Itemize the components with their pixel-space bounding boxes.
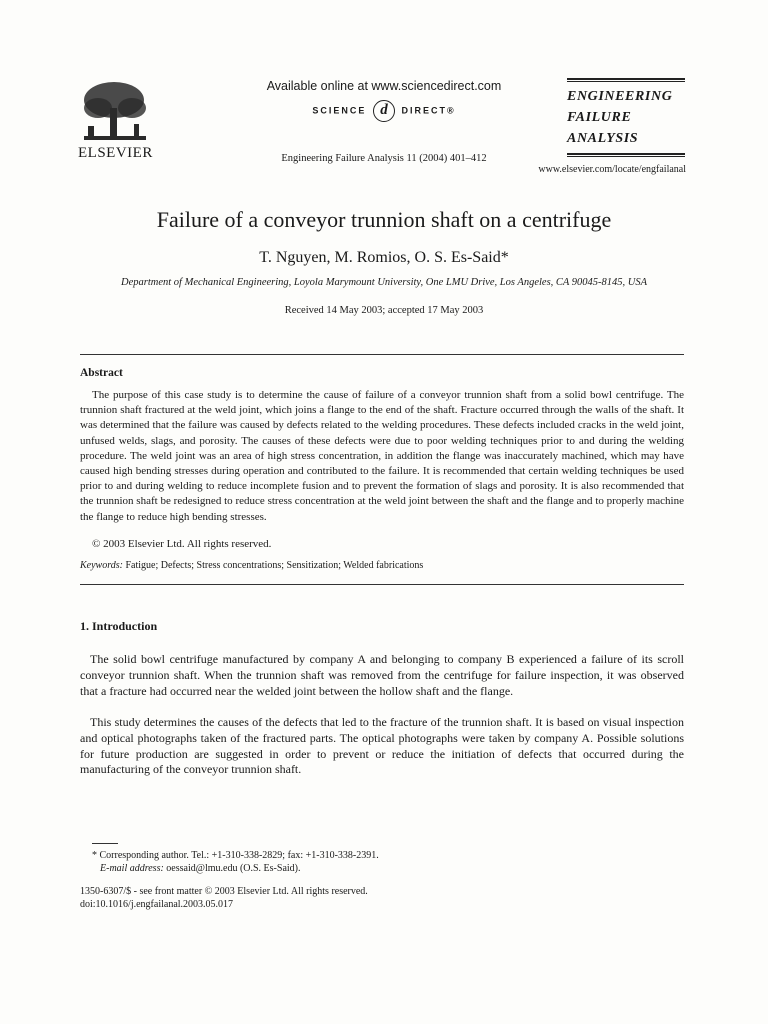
- footnote-doi[interactable]: doi:10.1016/j.engfailanal.2003.05.017: [80, 899, 234, 910]
- journal-reference: Engineering Failure Analysis 11 (2004) 401–412: [281, 153, 487, 164]
- journal-title-box: [567, 78, 685, 157]
- footnote-email: [100, 863, 301, 874]
- sciencedirect-right: DIRECT®: [401, 105, 456, 116]
- sciencedirect-at-icon: d: [373, 100, 395, 122]
- abstract-copyright: © 2003 Elsevier Ltd. All rights reserved.: [92, 538, 272, 550]
- journal-url[interactable]: www.elsevier.com/locate/engfailanal: [538, 164, 686, 175]
- footnote-issn: 1350-6307/$ - see front matter © 2003 Elsevier Ltd. All rights reserved.: [80, 886, 368, 897]
- author-affiliation: Department of Mechanical Engineering, Loyola Marymount University, One LMU Drive, Los Angeles, CA 90045-8145, USA: [121, 277, 647, 288]
- intro-paragraph-1: The solid bowl centrifuge manufactured by company A and belonging to company B experienced a failure of its scroll conveyor trunnion shaft. When the trunnion shaft was removed from the centrifuge for failure inspection, it was observed that a fracture had occurred near the welded joint between the hollow shaft and the flange.: [80, 652, 684, 698]
- footnote-email-label: E-mail address:: [100, 863, 164, 874]
- abstract-top-rule: [80, 354, 684, 355]
- keywords-list: Fatigue; Defects; Stress concentrations; Sensitization; Welded fabrications: [125, 560, 424, 571]
- abstract-text: The purpose of this case study is to determine the cause of failure of a conveyor trunnion shaft from a solid bowl centrifuge. The trunnion shaft fractured at the weld joint, which joins a flange to the end of the shaft. Fracture occurred through the walls of the shaft. It was determined that the failure was caused by defects related to the welding procedures. These defects included cracks in the weld joint, unfused welds, slags, and porosity. The causes of these defects were due to poor welding techniques prior to and during the welding procedure. The weld joint was an area of high stress concentration, in addition the flange was inaccurately machined, which may have caused high bending stresses during operation and contributed to the failure. It is recommended that certain welding techniques be used prior to and during welding to reduce incomplete fusion and to prevent the formation of slags and porosity. It is also recommended that the trunnion shaft be redesigned to reduce stress concentration at the weld joint between the shaft and the flange and to properly machine the flange to reduce high bending stresses.: [80, 389, 684, 523]
- available-online-text: Available online at www.sciencedirect.com: [266, 79, 502, 93]
- publisher-name: ELSEVIER: [78, 145, 153, 161]
- journal-title-line-3: ANALYSIS: [567, 131, 639, 146]
- journal-title-line-2: FAILURE: [567, 110, 632, 125]
- article-title: Failure of a conveyor trunnion shaft on a centrifuge: [156, 207, 612, 232]
- footnote-corresponding-author: * Corresponding author. Tel.: +1-310-338-2829; fax: +1-310-338-2391.: [92, 850, 379, 861]
- received-dates: Received 14 May 2003; accepted 17 May 2003: [284, 305, 484, 316]
- journal-title-rule-bottom: [567, 153, 685, 157]
- abstract-bottom-rule: [80, 584, 684, 585]
- section-heading-introduction: 1. Introduction: [80, 619, 158, 633]
- keywords-label: Keywords:: [80, 560, 123, 571]
- keywords: [80, 560, 423, 571]
- sciencedirect-left: SCIENCE: [312, 105, 367, 116]
- journal-title: [567, 82, 685, 153]
- intro-paragraph-2: This study determines the causes of the defects that led to the fracture of the trunnion shaft. It is based on visual inspection and optical photographs taken of the fractured parts. The optical photographs were taken by company A. Possible solutions for future production are suggested in order to prevent or reduce the initiation of defects that occurred during the manufacturing of the conveyor trunnion shaft.: [80, 715, 684, 777]
- footnote-email-address[interactable]: oessaid@lmu.edu (O.S. Es-Said).: [166, 863, 301, 874]
- journal-title-line-1: ENGINEERING: [567, 89, 673, 104]
- abstract-heading: Abstract: [80, 367, 123, 379]
- article-authors: T. Nguyen, M. Romios, O. S. Es-Said*: [259, 249, 509, 266]
- footnote-rule: [92, 843, 118, 844]
